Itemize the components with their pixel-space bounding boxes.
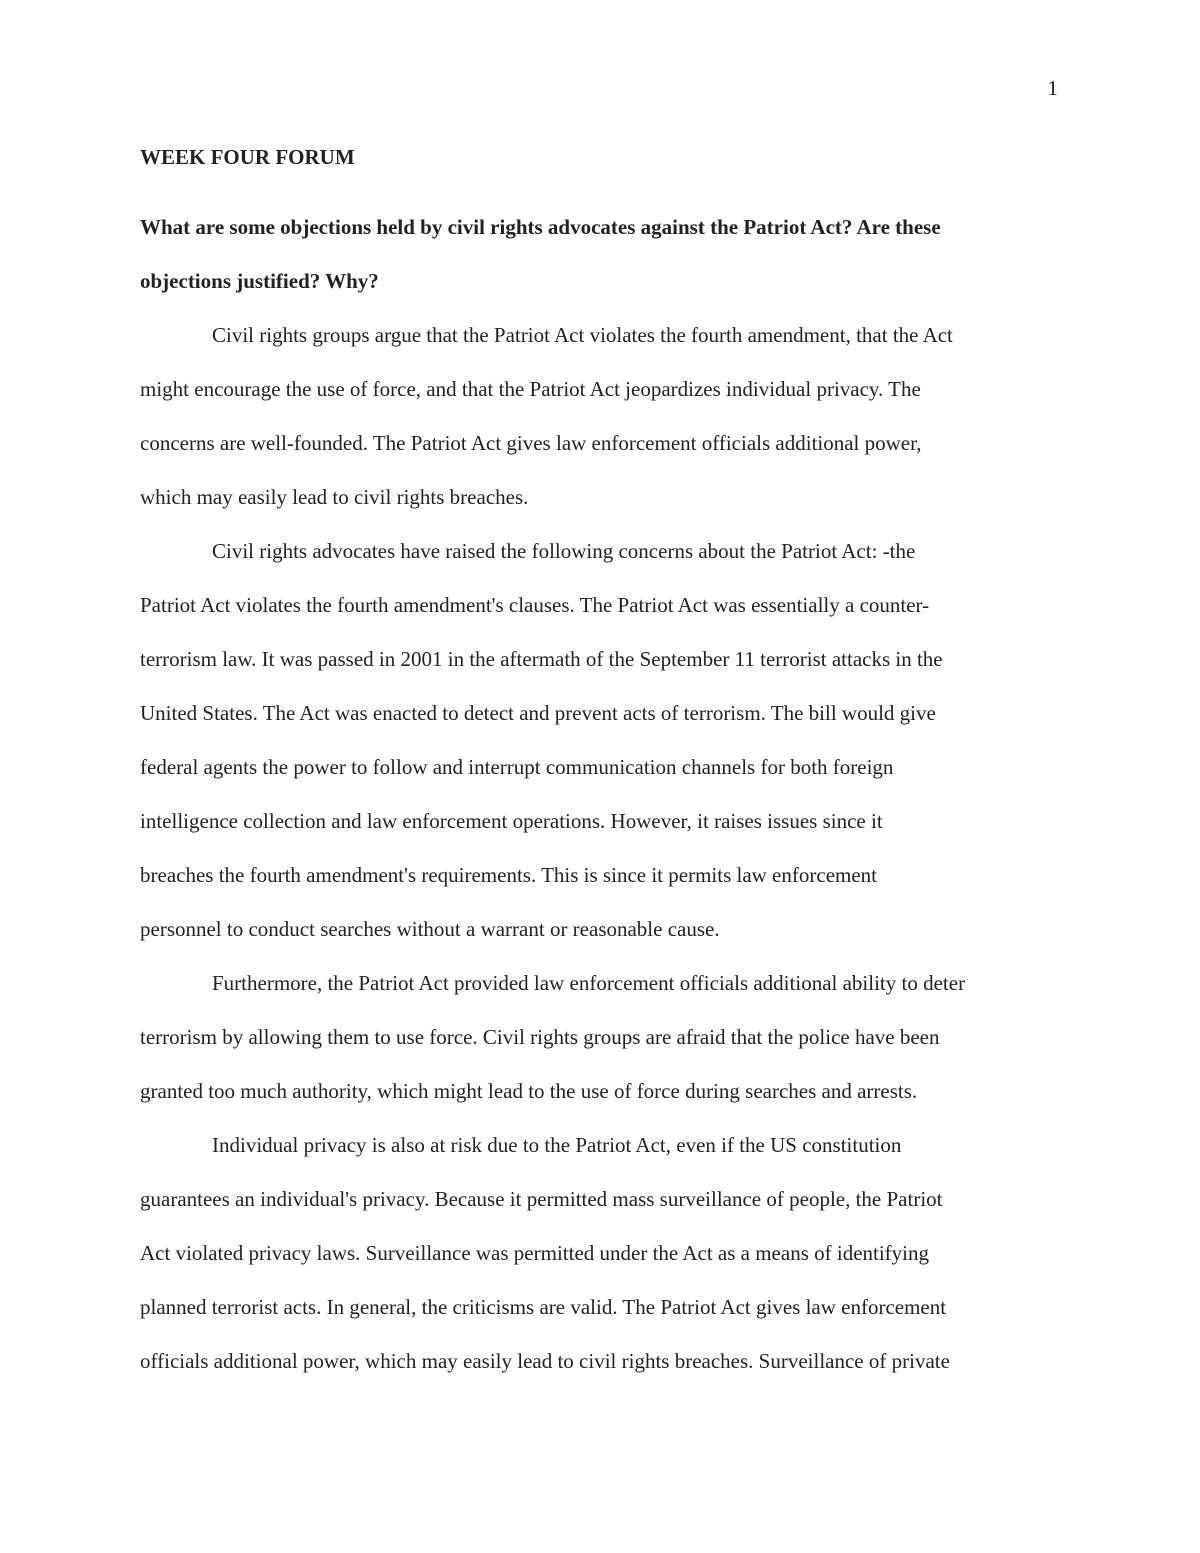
paragraph-line: federal agents the power to follow and interrupt communication channels for both foreign (140, 755, 894, 779)
paragraph-line: which may easily lead to civil rights breaches. (140, 485, 529, 509)
paragraph-line: guarantees an individual's privacy. Because it permitted mass surveillance of people, the Patriot (140, 1187, 943, 1211)
paragraph-line: granted too much authority, which might lead to the use of force during searches and arrests. (140, 1079, 918, 1103)
paragraph-privacy (140, 1118, 1080, 1388)
paragraph-line: Individual privacy is also at risk due to the Patriot Act, even if the US constitution (212, 1133, 902, 1157)
forum-question (140, 200, 1080, 308)
question-line: objections justified? Why? (140, 269, 379, 293)
paragraph-use-of-force (140, 956, 1080, 1118)
paragraph-fourth-amendment (140, 524, 1080, 956)
page-number: 1 (1047, 76, 1058, 100)
paragraph-objections-summary (140, 308, 1080, 524)
paragraph-line: Furthermore, the Patriot Act provided law enforcement officials additional ability to deter (212, 971, 966, 995)
document-title: WEEK FOUR FORUM (140, 145, 355, 169)
paragraph-line: Act violated privacy laws. Surveillance was permitted under the Act as a means of identifying (140, 1241, 930, 1265)
paragraph-line: personnel to conduct searches without a warrant or reasonable cause. (140, 917, 720, 941)
paragraph-line: officials additional power, which may easily lead to civil rights breaches. Surveillance of private (140, 1349, 950, 1373)
paragraph-line: Civil rights groups argue that the Patriot Act violates the fourth amendment, that the Act (212, 323, 953, 347)
paragraph-line: might encourage the use of force, and that the Patriot Act jeopardizes individual privacy. The (140, 377, 921, 401)
paragraph-line: breaches the fourth amendment's requirements. This is since it permits law enforcement (140, 863, 877, 887)
document-body (140, 141, 1080, 1388)
paragraph-line: terrorism by allowing them to use force. Civil rights groups are afraid that the police have been (140, 1025, 940, 1049)
question-line: What are some objections held by civil rights advocates against the Patriot Act? Are these (140, 215, 941, 239)
paragraph-line: Civil rights advocates have raised the following concerns about the Patriot Act: -the (212, 539, 916, 563)
paragraph-line: Patriot Act violates the fourth amendment's clauses. The Patriot Act was essentially a counter- (140, 593, 930, 617)
paragraph-line: intelligence collection and law enforcement operations. However, it raises issues since it (140, 809, 883, 833)
paragraph-line: terrorism law. It was passed in 2001 in the aftermath of the September 11 terrorist attacks in the (140, 647, 943, 671)
paragraph-line: concerns are well-founded. The Patriot Act gives law enforcement officials additional power, (140, 431, 922, 455)
paragraph-line: planned terrorist acts. In general, the criticisms are valid. The Patriot Act gives law enforcement (140, 1295, 947, 1319)
paragraph-line: United States. The Act was enacted to detect and prevent acts of terrorism. The bill would give (140, 701, 936, 725)
